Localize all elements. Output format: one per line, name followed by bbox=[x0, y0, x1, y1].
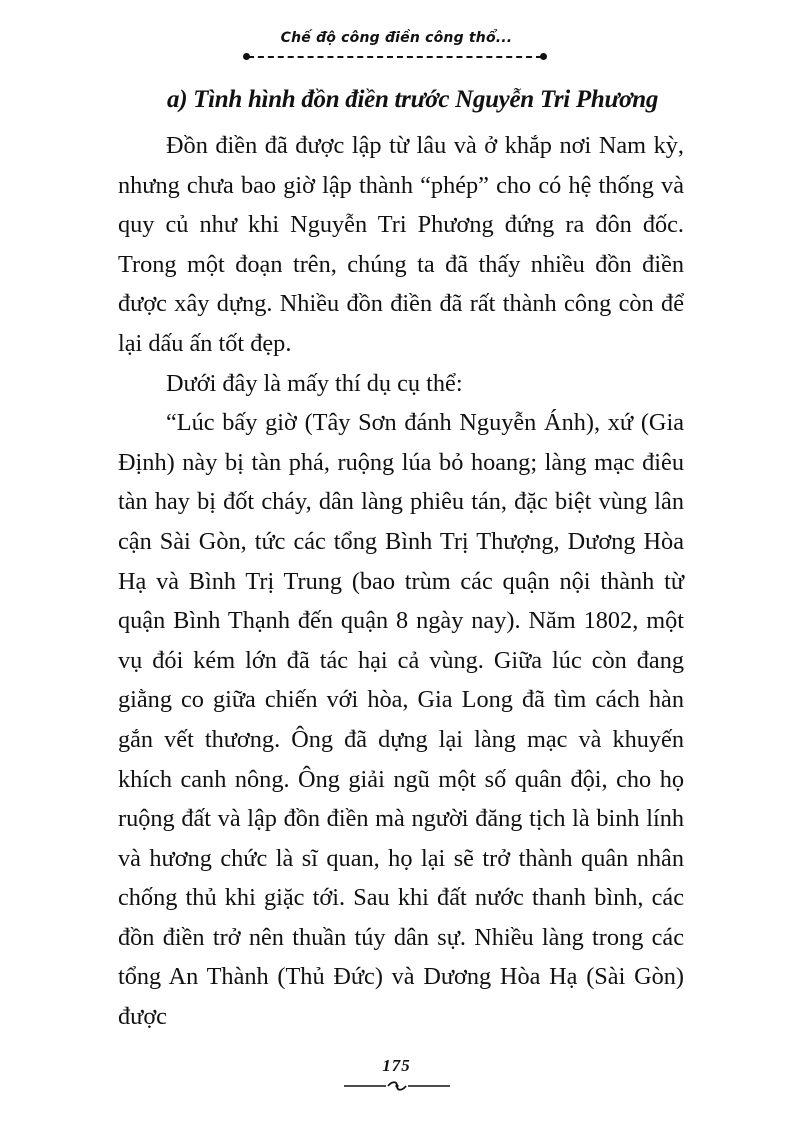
running-header: Chế độ công điền công thổ... bbox=[280, 30, 513, 46]
paragraph: Đồn điền đã được lập từ lâu và ở khắp nơi Nam kỳ, nhưng chưa bao giờ lập thành “phép” cho có hệ thống và quy củ như khi Nguyễn Tri Phương đứng ra đôn đốc. Trong một đoạn trên, chúng ta đã thấy nhiều đồn điền được xây dựng. Nhiều đồn điền đã rất thành công còn để lại dấu ấn tốt đẹp. bbox=[118, 132, 684, 357]
page-number: 175 bbox=[382, 1056, 411, 1075]
page-footer bbox=[0, 1056, 793, 1092]
paragraph: “Lúc bấy giờ (Tây Sơn đánh Nguyễn Ánh), xứ (Gia Định) này bị tàn phá, ruộng lúa bỏ hoang; làng mạc điêu tàn hay bị đốt cháy, dân làng phiêu tán, đặc biệt vùng lân cận Sài Gòn, tức các tổng Bình Trị Thượng, Dương Hòa Hạ và Bình Trị Trung (bao trùm các quận nội thành từ quận Bình Thạnh đến quận 8 ngày nay). Năm 1802, một vụ đói kém lớn đã tác hại cả vùng. Giữa lúc còn đang giằng co giữa chiến với hòa, Gia Long đã tìm cách hàn gắn vết thương. Ông đã dựng lại làng mạc và khuyến khích canh nông. Ông giải ngũ một số quân đội, cho họ ruộng đất và lập đồn điền mà người đăng tịch là binh lính và hương chức là sĩ quan, họ lại sẽ trở thành quân nhân chống thủ khi giặc tới. Sau khi đất nước thanh bình, các đồn điền trở nên thuần túy dân sự. Nhiều làng trong các tổng An Thành (Thủ Đức) và Dương Hòa Hạ (Sài Gòn) được bbox=[118, 409, 684, 1031]
header-divider bbox=[248, 56, 542, 58]
page-ornament-icon bbox=[342, 1080, 452, 1092]
divider-dot-left bbox=[243, 53, 250, 60]
paragraph: Dưới đây là mấy thí dụ cụ thể: bbox=[166, 369, 463, 397]
section-heading: a) Tình hình đồn điền trước Nguyễn Tri Phương bbox=[167, 86, 659, 113]
body-text bbox=[118, 126, 684, 1037]
divider-dot-right bbox=[540, 53, 547, 60]
